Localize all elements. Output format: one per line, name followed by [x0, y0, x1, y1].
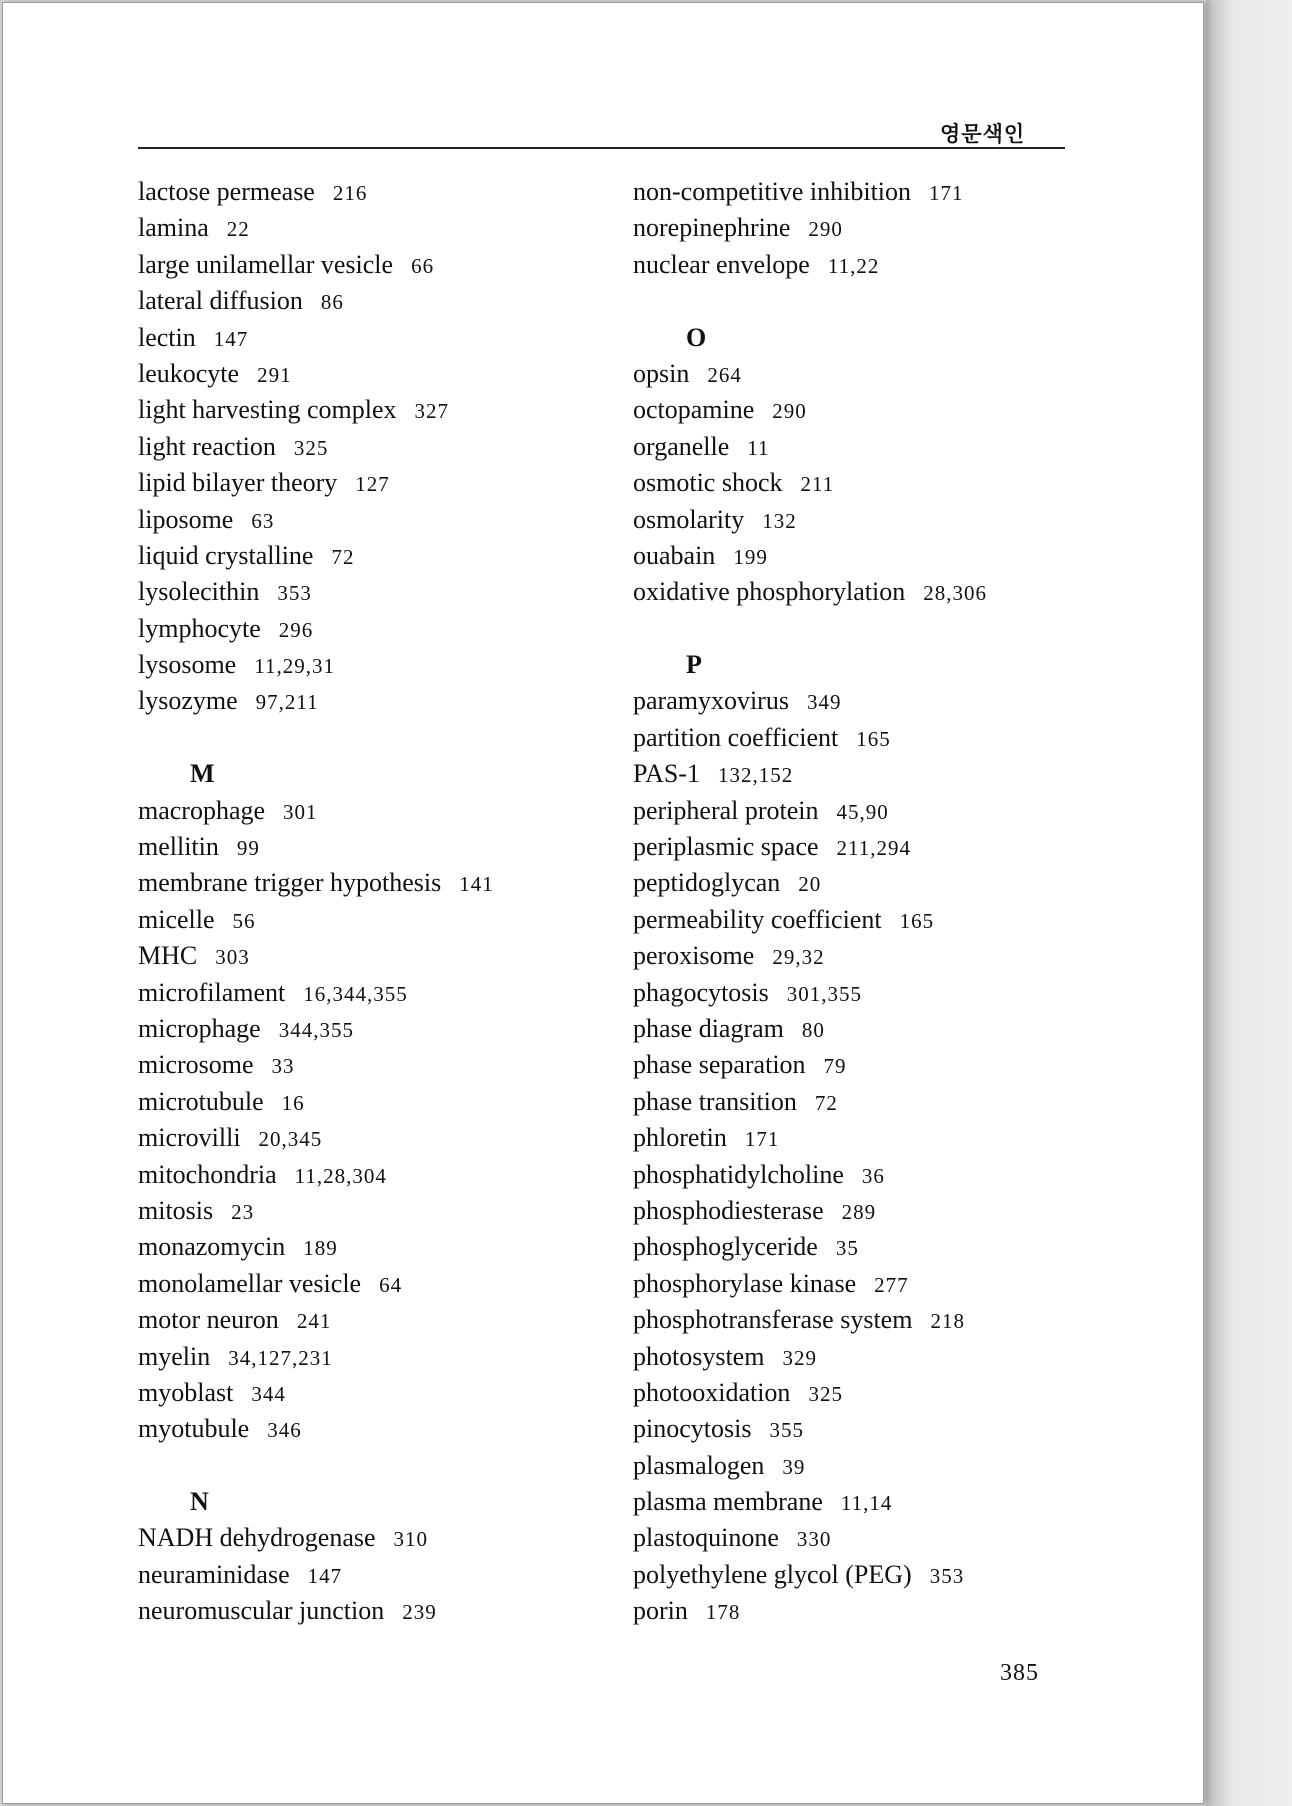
index-entry — [633, 1229, 987, 1265]
index-entry — [138, 574, 494, 610]
index-entry — [633, 1084, 987, 1120]
index-term: photosystem — [633, 1341, 765, 1371]
index-page-refs: 29,32 — [772, 945, 825, 970]
index-term: light harvesting complex — [138, 395, 397, 425]
index-term: organelle — [633, 431, 730, 461]
index-term: micelle — [138, 904, 215, 934]
index-term: peptidoglycan — [633, 868, 781, 898]
index-page-refs: 63 — [251, 508, 275, 533]
index-page-refs: 11,29,31 — [254, 654, 335, 679]
index-entry — [633, 720, 987, 756]
index-entry — [138, 1157, 494, 1193]
index-term: motor neuron — [138, 1305, 279, 1335]
index-entry — [138, 1084, 494, 1120]
index-page-refs: 329 — [782, 1345, 817, 1370]
index-entry — [633, 247, 987, 283]
index-term: peroxisome — [633, 941, 755, 971]
index-page-refs: 141 — [459, 872, 494, 897]
index-term: membrane trigger hypothesis — [138, 868, 442, 898]
index-term: macrophage — [138, 795, 266, 825]
index-entry — [138, 829, 494, 865]
index-term: light reaction — [138, 431, 276, 461]
index-entry — [633, 574, 987, 610]
index-page-refs: 36 — [861, 1163, 885, 1188]
index-term: phosphotransferase system — [633, 1305, 913, 1335]
index-entry — [138, 320, 494, 356]
index-term: opsin — [633, 358, 690, 388]
index-page-refs: 290 — [772, 399, 807, 424]
index-term: non-competitive inhibition — [633, 177, 912, 206]
index-entry — [633, 1047, 987, 1083]
index-page-refs: 11,22 — [827, 253, 880, 278]
index-page-refs: 11,14 — [840, 1491, 893, 1516]
index-term: ouabain — [633, 540, 716, 570]
index-entry — [633, 865, 987, 901]
index-entry — [633, 1484, 987, 1520]
index-term: polyethylene glycol (PEG) — [633, 1559, 912, 1589]
index-term: large unilamellar vesicle — [138, 249, 394, 279]
index-entry — [633, 1520, 987, 1556]
running-head: 영문색인 — [940, 122, 1026, 146]
index-entry — [633, 1193, 987, 1229]
index-entry — [138, 1229, 494, 1265]
index-group-l — [138, 174, 494, 720]
index-term: microsome — [138, 1050, 254, 1080]
index-group-m — [138, 793, 494, 1448]
index-page-refs: 330 — [796, 1527, 832, 1552]
index-page-refs: 218 — [930, 1309, 965, 1334]
index-page-refs: 171 — [744, 1127, 780, 1152]
index-term: paramyxovirus — [633, 686, 789, 716]
index-term: microvilli — [138, 1123, 241, 1153]
viewer-background — [1206, 0, 1292, 1806]
index-page-refs: 211 — [800, 472, 835, 497]
index-page-refs: 325 — [293, 435, 329, 460]
index-term: myelin — [138, 1341, 211, 1371]
index-page-refs: 310 — [393, 1527, 429, 1552]
index-group-p — [633, 683, 987, 1629]
index-term: myotubule — [138, 1414, 250, 1444]
index-entry — [138, 392, 494, 428]
index-entry — [633, 793, 987, 829]
index-page-refs: 241 — [296, 1309, 332, 1334]
index-entry — [138, 247, 494, 283]
index-page-refs: 11,28,304 — [294, 1163, 387, 1188]
index-entry — [138, 1011, 494, 1047]
index-term: porin — [633, 1596, 688, 1626]
index-term: phagocytosis — [633, 977, 769, 1007]
index-term: phosphatidylcholine — [633, 1159, 844, 1189]
index-entry — [633, 1302, 987, 1338]
index-page-refs: 28,306 — [923, 581, 987, 606]
index-entry — [138, 902, 494, 938]
index-entry — [633, 975, 987, 1011]
index-page-refs: 171 — [929, 181, 964, 205]
index-term: mitosis — [138, 1195, 214, 1225]
index-entry — [633, 1448, 987, 1484]
header-rule — [138, 147, 1065, 149]
index-page-refs: 290 — [808, 217, 843, 242]
index-entry — [138, 1047, 494, 1083]
index-entry — [138, 611, 494, 647]
index-term: myoblast — [138, 1377, 234, 1407]
index-page-refs: 22 — [226, 217, 250, 242]
index-term: MHC — [138, 941, 198, 971]
index-page-refs: 132,152 — [717, 763, 794, 788]
index-column-right — [633, 174, 987, 1630]
index-term: lysosome — [138, 650, 237, 680]
index-page-refs: 35 — [835, 1236, 859, 1261]
index-term: phosphoglyceride — [633, 1232, 818, 1262]
index-entry — [138, 1520, 494, 1556]
index-entry — [138, 1375, 494, 1411]
index-page-refs: 16,344,355 — [303, 981, 408, 1006]
index-entry — [633, 1339, 987, 1375]
page-number: 385 — [1000, 1660, 1039, 1686]
index-page-refs: 127 — [355, 472, 390, 497]
index-term: nuclear envelope — [633, 249, 810, 279]
index-entry — [138, 1411, 494, 1447]
index-entry — [633, 174, 987, 210]
index-entry — [138, 538, 494, 574]
index-column-left — [138, 174, 494, 1630]
index-page-refs: 16 — [281, 1090, 305, 1115]
index-page-refs: 20,345 — [258, 1127, 323, 1152]
index-page-refs: 239 — [402, 1600, 437, 1625]
index-page-refs: 99 — [236, 836, 260, 861]
index-page-refs: 33 — [271, 1054, 295, 1079]
index-term: leukocyte — [138, 358, 240, 388]
index-term: plasma membrane — [633, 1487, 823, 1517]
index-term: plastoquinone — [633, 1523, 779, 1553]
index-entry — [138, 1266, 494, 1302]
index-entry — [633, 1557, 987, 1593]
index-term: lactose permease — [138, 177, 315, 206]
index-entry — [138, 865, 494, 901]
index-page-refs: 72 — [814, 1090, 838, 1115]
index-entry — [138, 683, 494, 719]
index-entry — [633, 1266, 987, 1302]
index-entry — [633, 756, 987, 792]
index-entry — [633, 538, 987, 574]
section-gap — [633, 611, 987, 647]
index-term: mitochondria — [138, 1159, 277, 1189]
index-page-refs: 344,355 — [278, 1017, 354, 1042]
index-term: phosphodiesterase — [633, 1195, 824, 1225]
index-entry — [138, 429, 494, 465]
index-entry — [138, 283, 494, 319]
index-term: periplasmic space — [633, 832, 819, 862]
index-page-refs: 20 — [798, 872, 822, 897]
index-page-refs: 23 — [231, 1199, 255, 1224]
index-term: lamina — [138, 213, 209, 243]
section-gap — [138, 1448, 494, 1484]
index-page-refs: 72 — [331, 544, 355, 569]
section-letter-n: N — [190, 1487, 209, 1517]
index-term: microphage — [138, 1013, 261, 1043]
index-page-refs: 97,211 — [255, 690, 319, 715]
index-entry — [138, 793, 494, 829]
index-group-o — [633, 356, 987, 611]
index-group-n-continued — [633, 174, 987, 283]
index-entry — [138, 210, 494, 246]
section-gap — [138, 720, 494, 756]
index-entry — [633, 429, 987, 465]
index-term: lysozyme — [138, 686, 238, 716]
index-entry — [633, 1011, 987, 1047]
index-entry — [138, 174, 494, 210]
index-term: neuraminidase — [138, 1559, 290, 1589]
index-term: phloretin — [633, 1123, 727, 1153]
index-term: oxidative phosphorylation — [633, 577, 906, 607]
index-term: monolamellar vesicle — [138, 1268, 362, 1298]
index-term: permeability coefficient — [633, 904, 882, 934]
section-letter-o: O — [686, 322, 707, 352]
index-term: phase separation — [633, 1050, 806, 1080]
index-term: lipid bilayer theory — [138, 468, 338, 498]
index-page-refs: 147 — [213, 326, 249, 351]
index-page-refs: 291 — [257, 362, 292, 387]
index-entry — [633, 392, 987, 428]
index-entry — [633, 465, 987, 501]
index-page-refs: 344 — [251, 1381, 286, 1406]
index-page-refs: 277 — [874, 1272, 909, 1297]
index-term: mellitin — [138, 832, 219, 862]
index-entry — [633, 1375, 987, 1411]
index-term: lectin — [138, 322, 196, 352]
index-page-refs: 11 — [747, 435, 770, 460]
index-entry — [138, 1120, 494, 1156]
index-page-refs: 211,294 — [836, 836, 912, 861]
index-term: photooxidation — [633, 1377, 791, 1407]
index-term: liposome — [138, 504, 234, 534]
index-page-refs: 355 — [769, 1418, 804, 1443]
index-page-refs: 80 — [801, 1017, 825, 1042]
index-page-refs: 132 — [762, 508, 797, 533]
index-term: osmolarity — [633, 504, 745, 534]
index-entry — [138, 975, 494, 1011]
index-term: lymphocyte — [138, 613, 261, 643]
index-page-refs: 216 — [332, 181, 368, 205]
index-entry — [138, 1339, 494, 1375]
index-entry — [138, 1593, 494, 1629]
index-page-refs: 189 — [303, 1236, 338, 1261]
index-page-refs: 165 — [856, 726, 891, 751]
section-gap — [633, 283, 987, 319]
section-letter-p: P — [686, 650, 702, 680]
index-term: monazomycin — [138, 1232, 286, 1262]
index-term: phosphorylase kinase — [633, 1268, 857, 1298]
index-page-refs: 327 — [414, 399, 450, 424]
index-page-refs: 34,127,231 — [228, 1345, 333, 1370]
index-page-refs: 86 — [320, 290, 344, 315]
index-page-refs: 353 — [929, 1563, 965, 1588]
index-page-refs: 301 — [283, 799, 318, 824]
index-entry — [633, 902, 987, 938]
index-entry — [138, 938, 494, 974]
index-entry — [633, 1157, 987, 1193]
index-entry — [138, 356, 494, 392]
index-page-refs: 303 — [215, 945, 250, 970]
index-page-refs: 264 — [707, 362, 742, 387]
index-page-refs: 66 — [411, 253, 435, 278]
index-page-refs: 296 — [278, 617, 314, 642]
index-entry — [633, 1411, 987, 1447]
index-term: liquid crystalline — [138, 540, 314, 570]
index-term: lysolecithin — [138, 577, 260, 607]
index-group-n — [138, 1520, 494, 1629]
index-term: microfilament — [138, 977, 286, 1007]
index-entry — [633, 829, 987, 865]
index-term: pinocytosis — [633, 1414, 752, 1444]
index-entry — [138, 647, 494, 683]
index-page-refs: 56 — [232, 908, 256, 933]
index-entry — [138, 1193, 494, 1229]
index-term: peripheral protein — [633, 795, 819, 825]
index-term: NADH dehydrogenase — [138, 1523, 376, 1553]
index-entry — [633, 210, 987, 246]
index-page-refs: 79 — [823, 1054, 847, 1079]
index-entry — [633, 683, 987, 719]
section-letter-m: M — [190, 759, 215, 789]
index-term: osmotic shock — [633, 468, 783, 498]
index-page-refs: 39 — [782, 1454, 806, 1479]
index-term: partition coefficient — [633, 722, 839, 752]
index-entry — [633, 502, 987, 538]
index-entry — [633, 938, 987, 974]
index-term: norepinephrine — [633, 213, 791, 243]
index-page-refs: 165 — [899, 908, 935, 933]
index-term: lateral diffusion — [138, 286, 303, 316]
index-entry — [633, 1593, 987, 1629]
index-entry — [138, 1302, 494, 1338]
index-page-refs: 325 — [808, 1381, 843, 1406]
index-entry — [138, 502, 494, 538]
index-entry — [138, 1557, 494, 1593]
index-term: microtubule — [138, 1086, 264, 1116]
index-page-refs: 346 — [267, 1418, 302, 1443]
index-term: PAS-1 — [633, 759, 700, 789]
index-term: plasmalogen — [633, 1450, 765, 1480]
index-page-refs: 349 — [806, 690, 842, 715]
index-term: neuromuscular junction — [138, 1596, 385, 1626]
index-page-refs: 147 — [307, 1563, 343, 1588]
index-page-refs: 289 — [841, 1199, 877, 1224]
index-entry — [138, 465, 494, 501]
index-page-refs: 301,355 — [786, 981, 863, 1006]
index-entry — [633, 1120, 987, 1156]
index-page-refs: 64 — [379, 1272, 403, 1297]
index-page-refs: 199 — [733, 544, 768, 569]
index-page-refs: 45,90 — [836, 799, 889, 824]
index-term: phase transition — [633, 1086, 797, 1116]
index-entry — [633, 356, 987, 392]
index-page-refs: 353 — [277, 581, 312, 606]
index-term: phase diagram — [633, 1013, 784, 1043]
index-page-refs: 178 — [705, 1600, 741, 1625]
index-term: octopamine — [633, 395, 755, 425]
